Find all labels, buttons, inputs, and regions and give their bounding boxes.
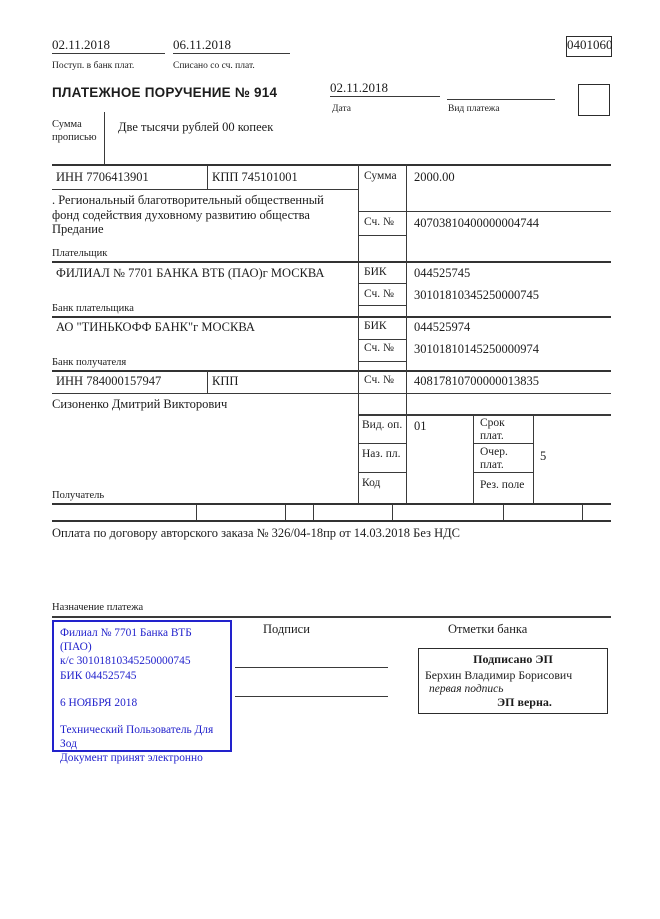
- payee-label: Получатель: [52, 490, 105, 501]
- payer-account-label: Сч. №: [364, 216, 395, 228]
- stamp-branch: Филиал № 7701 Банка ВТБ (ПАО): [60, 627, 192, 654]
- esign-verified: ЭП верна.: [497, 695, 552, 709]
- payer-bank-account: 30101810345250000745: [414, 288, 539, 302]
- date-label: Дата: [332, 104, 351, 114]
- payment-order-value: 5: [540, 449, 547, 463]
- stamp-spacer: [60, 683, 224, 696]
- date-debited-label: Списано со сч. плат.: [173, 61, 255, 71]
- table-line: [358, 235, 407, 236]
- stamp-date: 6 НОЯБРЯ 2018: [60, 696, 138, 709]
- table-line: [52, 164, 611, 166]
- bank-marks-label: Отметки банка: [448, 622, 528, 636]
- payee-account: 40817810700000013835: [414, 374, 539, 388]
- payer-bank-bik-label: БИК: [364, 266, 387, 278]
- table-line: [358, 164, 359, 503]
- date-received-label: Поступ. в банк плат.: [52, 61, 135, 71]
- payment-type-line: [447, 81, 555, 100]
- signature-line-2: [235, 696, 388, 697]
- reserve-field-label: Рез. поле: [480, 479, 525, 491]
- table-line: [207, 166, 208, 189]
- code-label: Код: [362, 477, 381, 489]
- payer-inn: ИНН 7706413901: [56, 170, 149, 184]
- sum-label: Сумма: [364, 170, 397, 182]
- stamp-spacer: [60, 710, 224, 723]
- amount-words-label: Сумма прописью: [52, 119, 97, 144]
- esign-box: [418, 648, 608, 714]
- payee-bank-label: Банк получателя: [52, 357, 127, 368]
- table-line: [52, 520, 611, 522]
- payer-account: 40703810400000004744: [414, 216, 539, 230]
- stamp-corr-account: к/с 30101810345250000745: [60, 655, 191, 668]
- stamp-user-line1: Технический Пользователь Для: [60, 724, 214, 737]
- table-line: [207, 370, 208, 393]
- payee-bank-bik-label: БИК: [364, 320, 387, 332]
- table-line: [52, 370, 611, 372]
- table-line: [406, 164, 407, 503]
- payee-name: Сизоненко Дмитрий Викторович: [52, 397, 228, 411]
- esign-title: Подписано ЭП: [473, 652, 553, 666]
- table-line: [473, 414, 474, 503]
- stamp-bik: БИК 044525745: [60, 669, 137, 682]
- esign-name: Берхин Владимир Борисович: [425, 668, 573, 682]
- payee-account-label: Сч. №: [364, 374, 395, 386]
- document-title: ПЛАТЕЖНОЕ ПОРУЧЕНИЕ № 914: [52, 85, 278, 100]
- payee-bank-account: 30101810145250000974: [414, 342, 539, 356]
- purpose-label: Назначение платежа: [52, 602, 144, 613]
- table-line: [358, 472, 407, 473]
- payee-bank-bik: 044525974: [414, 320, 471, 334]
- amount-divider-line: [104, 112, 105, 165]
- table-line: [358, 339, 407, 340]
- sum-value: 2000.00: [414, 170, 455, 184]
- table-line: [52, 616, 611, 618]
- purpose-code-label: Наз. пл.: [362, 448, 401, 460]
- operation-type-value: 01: [414, 419, 427, 433]
- table-line: [52, 503, 611, 505]
- payment-term-label: Срок плат.: [480, 417, 505, 443]
- esign-subtitle: первая подпись: [429, 683, 504, 695]
- signatures-label: Подписи: [263, 622, 310, 636]
- table-line: [52, 316, 611, 318]
- table-line: [358, 305, 407, 306]
- table-line: [52, 393, 611, 394]
- payee-bank-account-label: Сч. №: [364, 342, 395, 354]
- table-line: [285, 505, 286, 520]
- table-line: [52, 261, 611, 263]
- stamp-accepted: Документ принят электронно: [60, 752, 203, 765]
- table-line: [392, 505, 393, 520]
- table-line: [503, 505, 504, 520]
- payment-type-box: [578, 84, 610, 116]
- date-debited-value: 06.11.2018: [173, 38, 290, 54]
- date-received-value: 02.11.2018: [52, 38, 165, 54]
- form-code-box: 0401060: [566, 36, 612, 57]
- payer-label: Плательщик: [52, 248, 108, 259]
- table-line: [358, 361, 407, 362]
- payer-bank-account-label: Сч. №: [364, 288, 395, 300]
- amount-words: Две тысячи рублей 00 копеек: [118, 120, 274, 134]
- bank-stamp: [52, 620, 232, 765]
- signature-line-1: [235, 667, 388, 668]
- payer-bank-label: Банк плательщика: [52, 303, 134, 314]
- date-value: 02.11.2018: [330, 81, 440, 97]
- payee-inn: ИНН 784000157947: [56, 374, 162, 388]
- table-line: [358, 211, 611, 212]
- payment-order-label: Очер. плат.: [480, 446, 508, 472]
- payer-kpp: КПП 745101001: [212, 170, 298, 184]
- payer-bank-bik: 044525745: [414, 266, 471, 280]
- payee-bank-name: АО "ТИНЬКОФФ БАНК"г МОСКВА: [56, 320, 255, 334]
- stamp-user-line2: Зод: [60, 738, 77, 751]
- operation-type-label: Вид. оп.: [362, 419, 403, 431]
- table-line: [358, 414, 611, 416]
- payer-name: . Региональный благотворительный общественный фонд содействия духовному развитию общества Предание: [52, 193, 324, 236]
- payment-type-label: Вид платежа: [448, 104, 500, 114]
- payee-kpp-label: КПП: [212, 374, 239, 388]
- table-line: [196, 505, 197, 520]
- table-line: [358, 443, 407, 444]
- table-line: [52, 189, 358, 190]
- table-line: [358, 283, 407, 284]
- purpose-text: Оплата по договору авторского заказа № 326/04-18пр от 14.03.2018 Без НДС: [52, 526, 461, 540]
- table-line: [582, 505, 583, 520]
- table-line: [313, 505, 314, 520]
- payer-bank-name: ФИЛИАЛ № 7701 БАНКА ВТБ (ПАО)г МОСКВА: [56, 266, 325, 280]
